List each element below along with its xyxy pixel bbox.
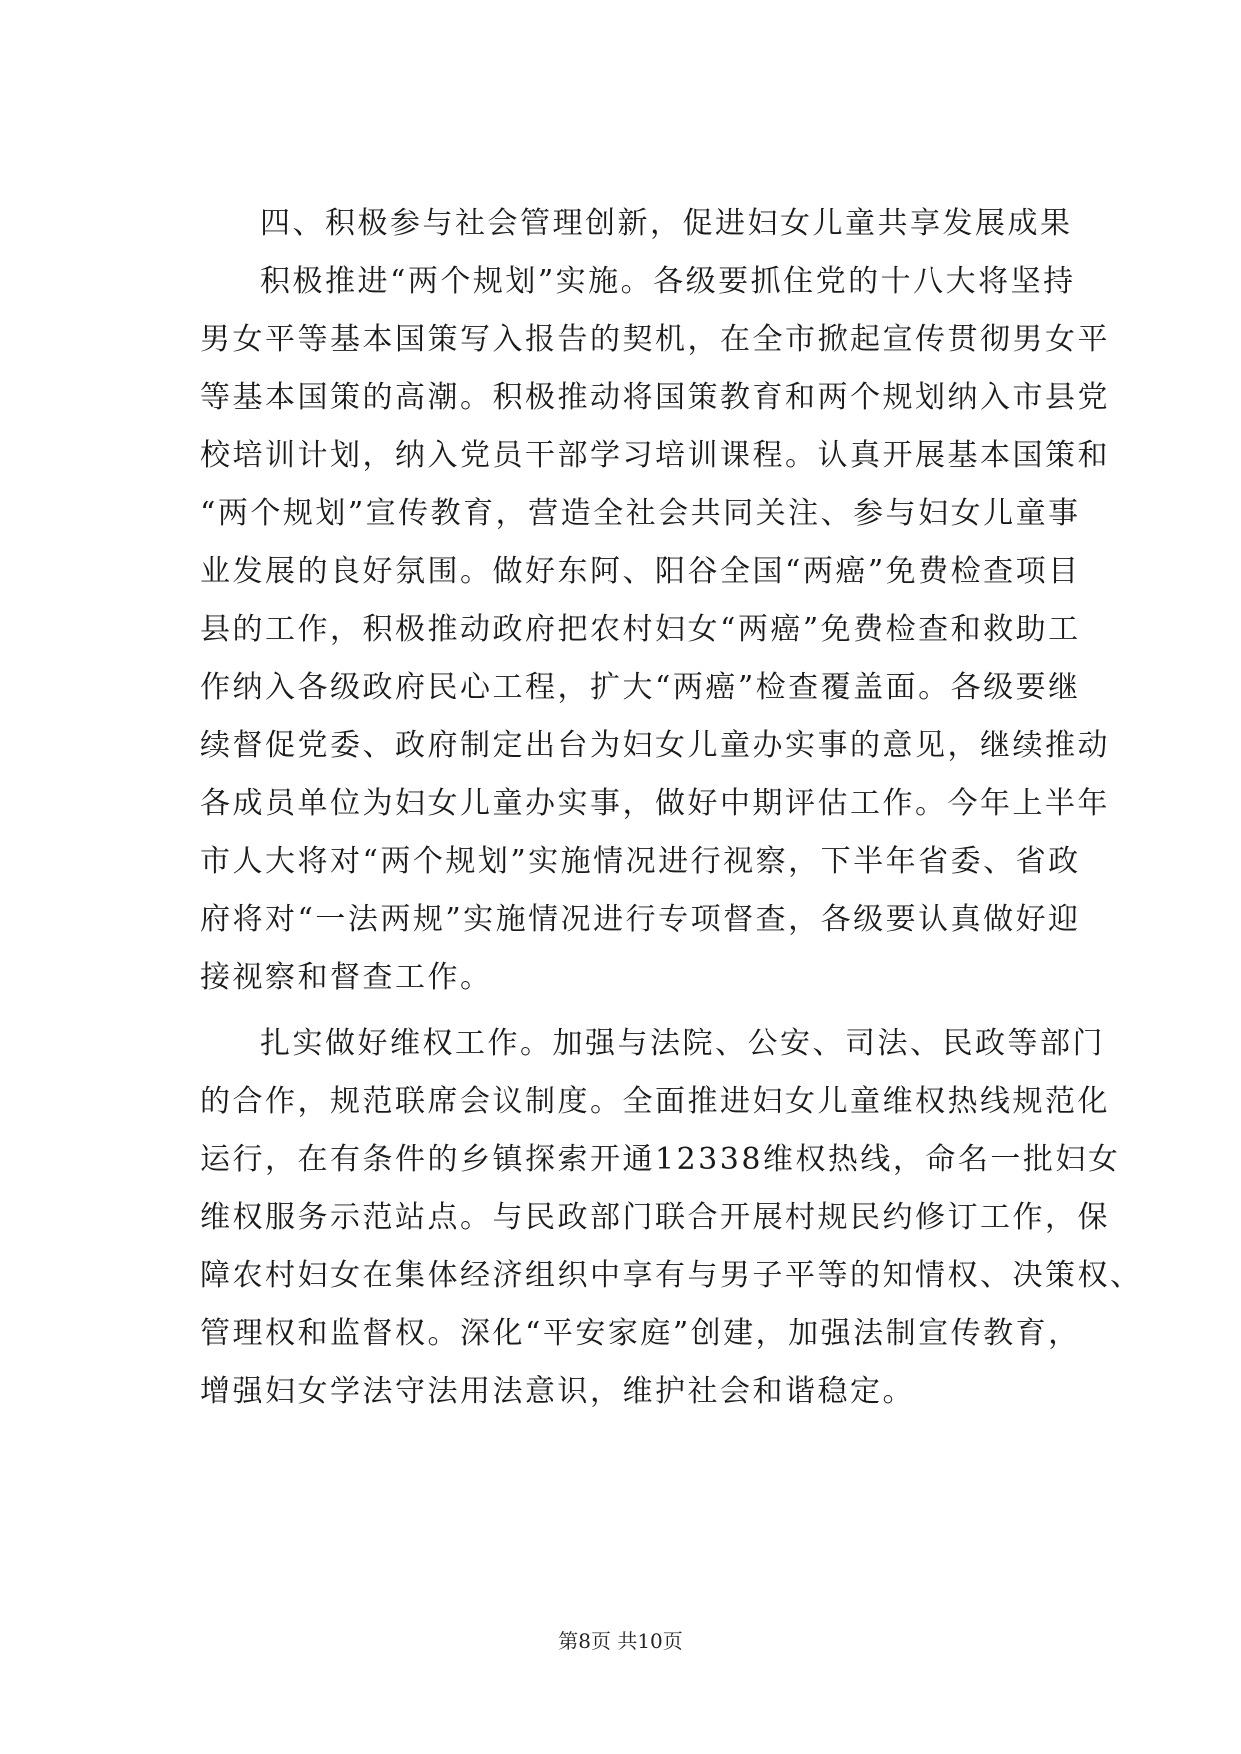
paragraph-line: 校培训计划，纳入党员干部学习培训课程。认真开展基本国策和	[200, 438, 1110, 473]
paragraph-line: 男女平等基本国策写入报告的契机，在全市掀起宣传贯彻男女平	[200, 322, 1110, 357]
paragraph-line: 扎实做好维权工作。加强与法院、公安、司法、民政等部门	[260, 1026, 1105, 1061]
paragraph-line: 运行，在有条件的乡镇探索开通12338维权热线，命名一批妇女	[200, 1142, 1121, 1177]
paragraph-line: 接视察和督查工作。	[200, 960, 493, 995]
paragraph-line: “两个规划”宣传教育，营造全社会共同关注、参与妇女儿童事	[200, 496, 1081, 531]
paragraph-line: 障农村妇女在集体经济组织中享有与男子平等的知情权、决策权、	[200, 1258, 1143, 1293]
paragraph-line: 积极推进“两个规划”实施。各级要抓住党的十八大将坚持	[260, 264, 1076, 299]
paragraph-line: 续督促党委、政府制定出台为妇女儿童办实事的意见，继续推动	[200, 728, 1110, 763]
paragraph-line: 维权服务示范站点。与民政部门联合开展村规民约修订工作，保	[200, 1200, 1110, 1235]
section-heading: 四、积极参与社会管理创新，促进妇女儿童共享发展成果	[260, 206, 1073, 241]
paragraph-line: 作纳入各级政府民心工程，扩大“两癌”检查覆盖面。各级要继	[200, 670, 1081, 705]
paragraph-line: 业发展的良好氛围。做好东阿、阳谷全国“两癌”免费检查项目	[200, 554, 1081, 589]
paragraph-line: 府将对“一法两规”实施情况进行专项督查，各级要认真做好迎	[200, 902, 1081, 937]
paragraph-line: 的合作，规范联席会议制度。全面推进妇女儿童维权热线规范化	[200, 1084, 1110, 1119]
paragraph-line: 市人大将对“两个规划”实施情况进行视察，下半年省委、省政	[200, 844, 1081, 879]
document-body	[200, 195, 1143, 1421]
paragraph-line: 等基本国策的高潮。积极推动将国策教育和两个规划纳入市县党	[200, 380, 1110, 415]
paragraph-line: 各成员单位为妇女儿童办实事，做好中期评估工作。今年上半年	[200, 786, 1110, 821]
page-number-footer: 第8页 共10页	[558, 1629, 683, 1653]
paragraph-line: 增强妇女学法守法用法意识，维护社会和谐稳定。	[200, 1374, 915, 1409]
paragraph-line: 县的工作，积极推动政府把农村妇女“两癌”免费检查和救助工	[200, 612, 1081, 647]
paragraph-line: 管理权和监督权。深化“平安家庭”创建，加强法制宣传教育，	[200, 1316, 1081, 1351]
